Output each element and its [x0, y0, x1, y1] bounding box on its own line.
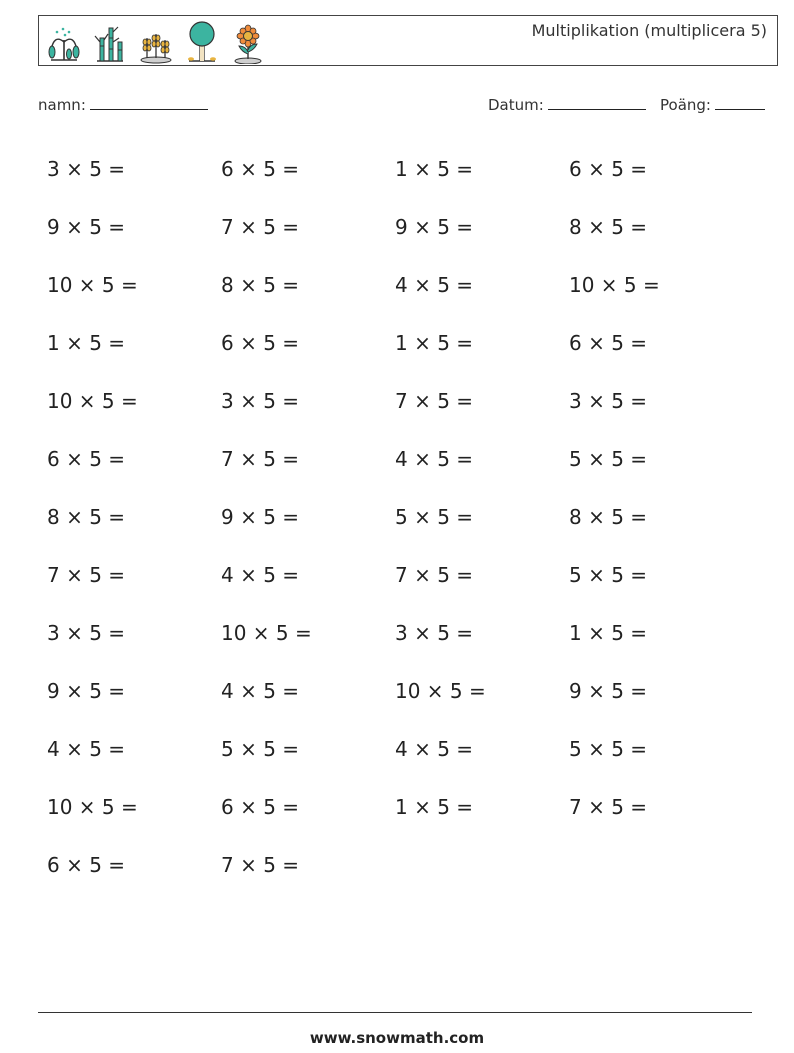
problem: 7 × 5 = — [221, 853, 300, 877]
problem: 6 × 5 = — [221, 157, 300, 181]
problem: 10 × 5 = — [395, 679, 486, 703]
problem: 7 × 5 = — [569, 795, 648, 819]
problem: 10 × 5 = — [47, 273, 138, 297]
problem: 4 × 5 = — [395, 737, 474, 761]
problem: 6 × 5 = — [47, 447, 126, 471]
problem: 7 × 5 = — [221, 215, 300, 239]
problem: 4 × 5 = — [395, 447, 474, 471]
problem: 3 × 5 = — [47, 157, 126, 181]
name-field — [38, 94, 208, 114]
problem: 4 × 5 = — [221, 679, 300, 703]
problem: 8 × 5 = — [569, 505, 648, 529]
problem-row — [47, 256, 747, 314]
wheat-icon — [137, 24, 175, 64]
footer-divider — [38, 1012, 752, 1013]
problem-row — [47, 604, 747, 662]
problem: 3 × 5 = — [569, 389, 648, 413]
problem: 10 × 5 = — [569, 273, 660, 297]
sunflower-icon — [229, 24, 267, 64]
problem: 8 × 5 = — [47, 505, 126, 529]
problem: 1 × 5 = — [569, 621, 648, 645]
date-blank[interactable] — [548, 94, 646, 110]
problem: 9 × 5 = — [47, 679, 126, 703]
problem: 9 × 5 = — [569, 679, 648, 703]
problem-row — [47, 488, 747, 546]
problem: 10 × 5 = — [221, 621, 312, 645]
problem: 6 × 5 = — [47, 853, 126, 877]
problem: 6 × 5 = — [569, 157, 648, 181]
score-label: Poäng: — [660, 96, 711, 114]
bamboo-icon — [91, 24, 129, 64]
problem-row — [47, 662, 747, 720]
problem: 5 × 5 = — [569, 737, 648, 761]
problem-grid — [47, 140, 747, 894]
problem: 7 × 5 = — [47, 563, 126, 587]
problem: 3 × 5 = — [47, 621, 126, 645]
worksheet-title: Multiplikation (multiplicera 5) — [531, 21, 767, 40]
problem: 6 × 5 = — [569, 331, 648, 355]
problem: 5 × 5 = — [569, 447, 648, 471]
problem: 4 × 5 = — [221, 563, 300, 587]
problem: 1 × 5 = — [395, 331, 474, 355]
problem: 1 × 5 = — [47, 331, 126, 355]
name-label: namn: — [38, 96, 86, 114]
problem: 8 × 5 = — [221, 273, 300, 297]
problem: 9 × 5 = — [221, 505, 300, 529]
problem-row — [47, 372, 747, 430]
name-blank[interactable] — [90, 94, 208, 110]
worksheet-header — [38, 15, 778, 66]
problem-row — [47, 430, 747, 488]
problem-row — [47, 198, 747, 256]
problem: 10 × 5 = — [47, 389, 138, 413]
problem-row — [47, 778, 747, 836]
problem-row — [47, 314, 747, 372]
round-tree-icon — [183, 20, 221, 64]
score-blank[interactable] — [715, 94, 765, 110]
problem: 5 × 5 = — [395, 505, 474, 529]
problem: 3 × 5 = — [395, 621, 474, 645]
problem: 5 × 5 = — [221, 737, 300, 761]
problem: 7 × 5 = — [395, 389, 474, 413]
header-icons — [45, 20, 267, 64]
problem: 10 × 5 = — [47, 795, 138, 819]
problem: 6 × 5 = — [221, 795, 300, 819]
problem: 1 × 5 = — [395, 157, 474, 181]
problem: 9 × 5 = — [395, 215, 474, 239]
problem: 8 × 5 = — [569, 215, 648, 239]
problem: 6 × 5 = — [221, 331, 300, 355]
problem: 5 × 5 = — [569, 563, 648, 587]
footer-url[interactable]: www.snowmath.com — [309, 1029, 485, 1047]
problem-row — [47, 546, 747, 604]
problem: 1 × 5 = — [395, 795, 474, 819]
willow-tree-icon — [45, 24, 83, 64]
problem: 9 × 5 = — [47, 215, 126, 239]
problem: 7 × 5 = — [395, 563, 474, 587]
problem-row — [47, 836, 747, 894]
problem-row — [47, 140, 747, 198]
problem: 7 × 5 = — [221, 447, 300, 471]
problem: 4 × 5 = — [47, 737, 126, 761]
date-label: Datum: — [488, 96, 544, 114]
problem: 4 × 5 = — [395, 273, 474, 297]
problem: 3 × 5 = — [221, 389, 300, 413]
problem-row — [47, 720, 747, 778]
score-field — [660, 94, 765, 114]
date-field — [488, 94, 646, 114]
